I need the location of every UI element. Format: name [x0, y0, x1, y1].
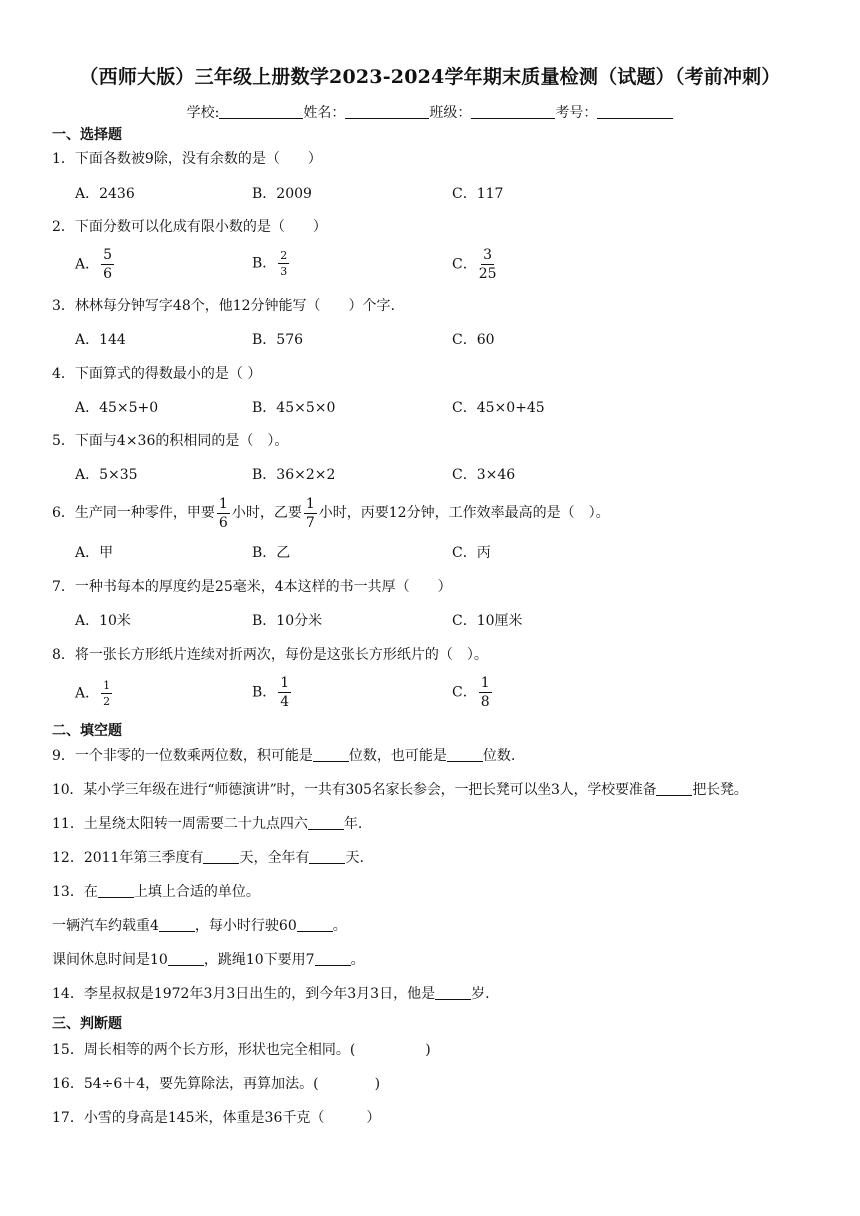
question-11: [52, 814, 362, 834]
section-heading-judge: 三、判断题: [52, 1016, 122, 1032]
question-16: 16．54÷6＋4，要先算除法，再算加法。( ): [52, 1076, 381, 1092]
question-17: 17．小雪的身高是145米，体重是36千克（ ）: [52, 1110, 381, 1126]
q13b-blank-1[interactable]: [168, 951, 204, 966]
q5-option-b[interactable]: B．36×2×2: [252, 467, 336, 483]
q2-b-numerator: 2: [280, 249, 288, 262]
q2-option-b[interactable]: [252, 250, 291, 277]
q8-c-fraction: [479, 676, 492, 709]
question-13: [52, 882, 260, 902]
question-6: [52, 494, 610, 532]
q12-text-1: 12．2011年第三季度有: [52, 850, 204, 866]
q8-b-label: B．: [252, 684, 277, 701]
q9-blank-2[interactable]: [447, 747, 483, 762]
q6-text-end: 小时，丙要12分钟，工作效率最高的是（ ）。: [318, 505, 610, 521]
class-label: 班级：: [429, 105, 472, 121]
section-heading-fill: 二、填空题: [52, 723, 122, 739]
q7-option-c[interactable]: C．10厘米: [452, 613, 523, 629]
q8-option-a[interactable]: [75, 680, 114, 707]
q10-text-2: 把长凳。: [692, 782, 748, 798]
q5-option-a[interactable]: A．5×35: [75, 467, 138, 483]
question-7: 7．一种书每本的厚度约是25毫米，4本这样的书一共厚（ ）: [52, 579, 452, 595]
q2-b-denominator: 3: [280, 265, 288, 278]
q2-b-label: B．: [252, 255, 277, 272]
q13a-blank-1[interactable]: [159, 917, 195, 932]
q8-option-c[interactable]: [452, 676, 494, 709]
q10-text-1: 10．某小学三年级在进行“师德演讲”时，一共有305名家长参会，一把长凳可以坐3人，学校要准备: [52, 782, 657, 798]
q8-a-numerator: 1: [103, 679, 111, 692]
q12-text-2: 天，全年有: [239, 850, 310, 866]
q6-f2-denominator: 7: [305, 514, 315, 531]
q2-c-numerator: 3: [483, 247, 493, 263]
q8-a-label: A．: [75, 685, 100, 702]
exam-no-label: 考号：: [555, 105, 598, 121]
q14-text-2: 岁.: [471, 986, 490, 1002]
q13b-blank-2[interactable]: [315, 951, 351, 966]
q11-blank[interactable]: [308, 815, 344, 830]
q11-text-2: 年.: [343, 816, 363, 832]
q2-a-label: A．: [75, 256, 100, 273]
q8-b-fraction: [278, 676, 291, 709]
q13a-text-1: 一辆汽车约载重4: [52, 918, 159, 934]
q6-option-a[interactable]: A．甲: [75, 545, 114, 561]
exam-no-blank[interactable]: [597, 104, 673, 119]
q8-option-b[interactable]: [252, 676, 293, 709]
q8-b-numerator: 1: [280, 675, 290, 691]
q3-option-b[interactable]: B．576: [252, 332, 304, 348]
section-heading-choice: 一、选择题: [52, 127, 122, 143]
question-5: 5．下面与4×36的积相同的是（ ）。: [52, 433, 289, 449]
q2-c-denominator: 25: [478, 266, 497, 282]
question-15: 15．周长相等的两个长方形，形状也完全相同。( ): [52, 1042, 431, 1058]
q6-text-start: 6．生产同一种零件，甲要: [52, 505, 215, 521]
q2-a-numerator: 5: [103, 247, 113, 263]
q8-b-denominator: 4: [280, 694, 290, 710]
question-3: 3．林林每分钟写字48个，他12分钟能写（ ）个字.: [52, 298, 395, 314]
q1-option-b[interactable]: B．2009: [252, 186, 312, 202]
q7-option-b[interactable]: B．10分米: [252, 613, 323, 629]
question-1: 1．下面各数被9除，没有余数的是（ ）: [52, 151, 322, 167]
q2-option-a[interactable]: [75, 248, 116, 281]
q2-c-label: C．: [452, 256, 477, 273]
question-2: 2．下面分数可以化成有限小数的是（ ）: [52, 219, 327, 235]
q6-option-b[interactable]: B．乙: [252, 545, 291, 561]
page-title: （西师大版）三年级上册数学2023-2024学年期末质量检测（试题）（考前冲刺）: [79, 66, 781, 88]
q2-b-fraction: [278, 250, 289, 277]
question-4: 4．下面算式的得数最小的是（ ）: [52, 366, 262, 382]
name-label: 姓名：: [303, 105, 346, 121]
q3-option-a[interactable]: A．144: [75, 332, 126, 348]
q9-text-3: 位数.: [482, 748, 516, 764]
q3-option-c[interactable]: C．60: [452, 332, 495, 348]
q6-f1-numerator: 1: [218, 495, 228, 512]
q10-blank[interactable]: [656, 781, 692, 796]
q4-option-b[interactable]: B．45×5×0: [252, 400, 336, 416]
name-blank[interactable]: [345, 104, 429, 119]
q6-fraction-1: [217, 497, 230, 530]
question-10: [52, 780, 748, 800]
q1-option-a[interactable]: A．2436: [75, 186, 135, 202]
question-9: [52, 746, 515, 766]
q14-blank[interactable]: [435, 985, 471, 1000]
q11-text-1: 11．土星绕太阳转一周需要二十九点四六: [52, 816, 308, 832]
q13-text-2: 上填上合适的单位。: [133, 884, 260, 900]
class-blank[interactable]: [471, 104, 555, 119]
q12-text-3: 天.: [345, 850, 364, 866]
q2-c-fraction: [479, 248, 497, 281]
q1-option-c[interactable]: C．117: [452, 186, 504, 202]
school-blank[interactable]: [219, 104, 303, 119]
q2-a-denominator: 6: [103, 266, 113, 282]
student-info-line: [0, 102, 860, 122]
q13-text-1: 13．在: [52, 884, 98, 900]
q13a-text-2: ，每小时行驶60: [194, 918, 297, 934]
q13b-text-1: 课间休息时间是10: [52, 952, 168, 968]
q8-a-fraction: [101, 680, 112, 707]
question-13-line-a: [52, 916, 347, 936]
q9-text-1: 9．一个非零的一位数乘两位数，积可能是: [52, 748, 313, 764]
q8-c-numerator: 1: [480, 675, 490, 691]
q8-c-label: C．: [452, 684, 477, 701]
q6-text-middle: 小时，乙要: [231, 505, 302, 521]
q13b-text-2: ，跳绳10下要用7: [203, 952, 315, 968]
q2-a-fraction: [101, 248, 114, 281]
q8-a-denominator: 2: [103, 695, 111, 708]
q4-option-a[interactable]: A．45×5+0: [75, 400, 159, 416]
q5-option-c[interactable]: C．3×46: [452, 467, 516, 483]
q14-text-1: 14．李星叔叔是1972年3月3日出生的，到今年3月3日，他是: [52, 986, 436, 1002]
q7-option-a[interactable]: A．10米: [75, 613, 131, 629]
q6-option-c[interactable]: C．丙: [452, 545, 491, 561]
q9-blank-1[interactable]: [313, 747, 349, 762]
question-13-line-b: [52, 950, 365, 970]
q6-fraction-2: [304, 497, 317, 530]
q6-f1-denominator: 6: [218, 514, 228, 531]
q2-option-c[interactable]: [452, 248, 499, 281]
q6-f2-numerator: 1: [305, 495, 315, 512]
question-14: [52, 984, 490, 1004]
q13b-text-3: 。: [350, 952, 365, 968]
q13a-text-3: 。: [332, 918, 347, 934]
q4-option-c[interactable]: C．45×0+45: [452, 400, 545, 416]
question-8: 8．将一张长方形纸片连续对折两次，每份是这张长方形纸片的（ ）。: [52, 647, 488, 663]
question-12: [52, 848, 364, 868]
q8-c-denominator: 8: [480, 694, 490, 710]
school-label: 学校:: [186, 105, 220, 121]
q13a-blank-2[interactable]: [297, 917, 333, 932]
q9-text-2: 位数，也可能是: [348, 748, 447, 764]
q12-blank-1[interactable]: [203, 849, 239, 864]
q12-blank-2[interactable]: [309, 849, 345, 864]
q13-blank-example: [98, 883, 134, 898]
